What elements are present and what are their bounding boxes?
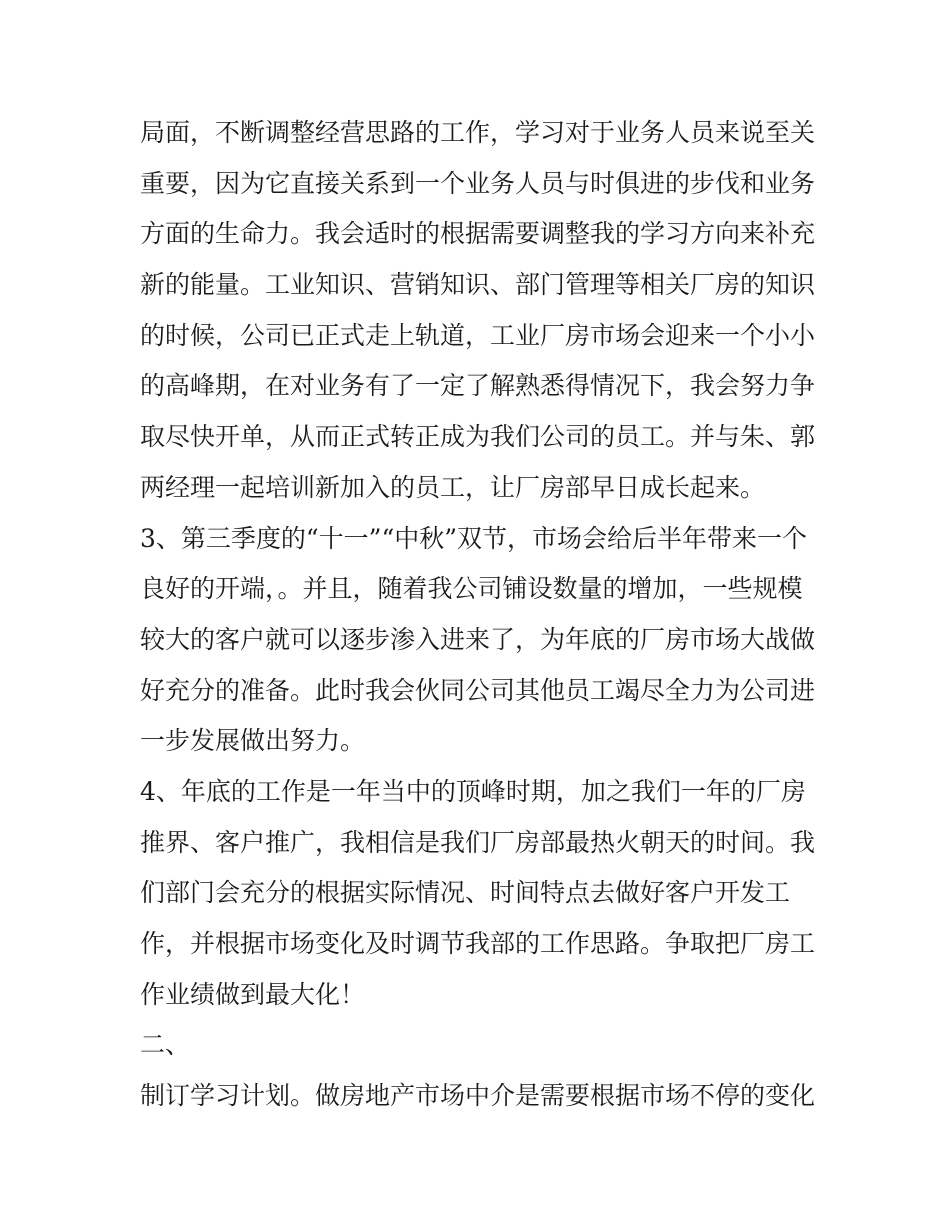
text-line: 良好的开端，。并且，随着我公司铺设数量的增加，一些规模: [140, 574, 803, 604]
text-line: 较大的客户就可以逐步渗入进来了，为年底的厂房市场大战做: [140, 624, 816, 654]
text-line: 推界、客户推广，我相信是我们厂房部最热火朝天的时间。我: [140, 827, 816, 857]
text-line: 作，并根据市场变化及时调节我部的工作思路。争取把厂房工: [140, 929, 816, 958]
text-line: 重要，因为它直接关系到一个业务人员与时俱进的步伐和业务: [140, 168, 816, 198]
section-heading: 二、: [140, 1030, 191, 1060]
text-line: 制订学习计划。做房地产市场中介是需要根据市场不停的变化: [140, 1081, 816, 1111]
text-line: 3、第三季度的“十一”“中秋”双节，市场会给后半年带来一个: [140, 523, 808, 553]
text-line: 好充分的准备。此时我会伙同公司其他员工竭尽全力为公司进: [140, 675, 816, 705]
text-line: 两经理一起培训新加入的员工，让厂房部早日成长起来。: [140, 472, 766, 502]
text-line: 局面，不断调整经营思路的工作，学习对于业务人员来说至关: [140, 118, 816, 147]
text-line: 一步发展做出努力。: [140, 726, 366, 756]
document-body: [140, 108, 820, 1122]
text-line: 4、年底的工作是一年当中的顶峰时期，加之我们一年的厂房: [140, 776, 806, 806]
text-line: 的时候，公司已正式走上轨道，工业厂房市场会迎来一个小小: [140, 320, 816, 350]
text-line: 们部门会充分的根据实际情况、时间特点去做好客户开发工: [140, 878, 791, 908]
text-line: 方面的生命力。我会适时的根据需要调整我的学习方向来补充: [140, 219, 816, 249]
text-line: 新的能量。工业知识、营销知识、部门管理等相关厂房的知识: [140, 270, 816, 300]
text-line: 取尽快开单，从而正式转正成为我们公司的员工。并与朱、郭: [140, 422, 816, 452]
text-line: 作业绩做到最大化！: [140, 979, 366, 1009]
text-line: 的高峰期，在对业务有了一定了解熟悉得情况下，我会努力争: [140, 371, 816, 401]
